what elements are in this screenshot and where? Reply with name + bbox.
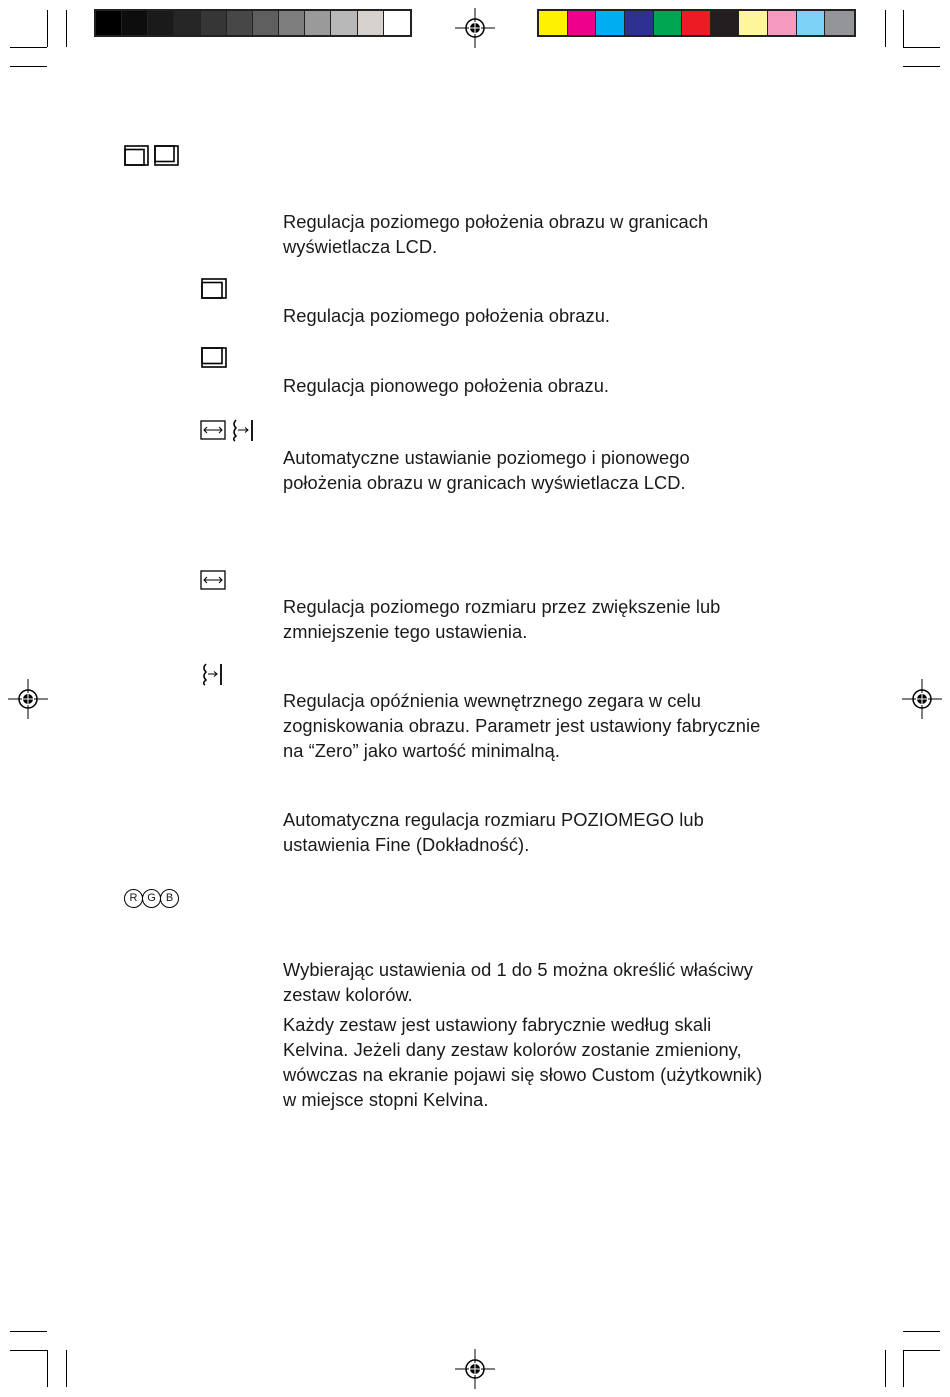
color-swatch	[797, 11, 826, 35]
registration-target-icon	[902, 679, 942, 719]
color-registration-bar	[537, 9, 856, 37]
registration-target-icon	[455, 1349, 495, 1389]
v-position-icon	[201, 347, 229, 369]
color-swatch	[122, 11, 148, 35]
description-paragraph: Regulacja poziomego położenia obrazu w granicach wyświetlacza LCD.	[283, 211, 709, 257]
color-swatch	[148, 11, 174, 35]
color-swatch	[331, 11, 357, 35]
rgb-letter: B	[160, 889, 179, 908]
color-swatch	[227, 11, 253, 35]
fine-icon	[200, 662, 226, 686]
color-swatch	[96, 11, 122, 35]
description-paragraph: Regulacja poziomego rozmiaru przez zwiększenie lub zmniejszenie tego ustawienia.	[283, 596, 721, 642]
color-swatch	[279, 11, 305, 35]
description-paragraph: Regulacja opóźnienia wewnętrznego zegara w celu zogniskowania obrazu. Parametr jest ustawiony fabrycznie na “Zero” jako wartość minimalną.	[283, 690, 761, 761]
registration-target-icon	[455, 8, 495, 48]
color-swatch	[201, 11, 227, 35]
color-swatch	[711, 11, 740, 35]
registration-target-icon	[8, 679, 48, 719]
auto-adjust-icon	[200, 418, 256, 442]
color-swatch	[568, 11, 597, 35]
color-swatch	[768, 11, 797, 35]
color-swatch	[596, 11, 625, 35]
h-position-icon	[201, 278, 229, 300]
color-swatch	[539, 11, 568, 35]
color-swatch	[253, 11, 279, 35]
color-swatch	[682, 11, 711, 35]
color-swatch	[625, 11, 654, 35]
color-swatch	[305, 11, 331, 35]
color-swatch	[358, 11, 384, 35]
rgb-letter: G	[142, 889, 161, 908]
rgb-letter: R	[124, 889, 143, 908]
color-swatch	[825, 11, 854, 35]
color-swatch	[384, 11, 410, 35]
color-swatch	[654, 11, 683, 35]
grayscale-registration-bar	[94, 9, 412, 37]
description-paragraph: Regulacja pionowego położenia obrazu.	[283, 375, 610, 396]
position-icon	[124, 145, 180, 167]
description-paragraph: Każdy zestaw jest ustawiony fabrycznie według skali Kelvina. Jeżeli dany zestaw kolorów zostanie zmieniony, wówczas na ekranie pojawi się słowo Custom (użytkownik) w miejsce stopni Kelvina.	[283, 1014, 763, 1110]
description-paragraph: Wybierając ustawienia od 1 do 5 można określić właściwy zestaw kolorów.	[283, 959, 753, 1005]
description-paragraph: Automatyczne ustawianie poziomego i pionowego położenia obrazu w granicach wyświetlacza LCD.	[283, 447, 690, 493]
color-swatch	[739, 11, 768, 35]
color-swatch	[174, 11, 200, 35]
description-paragraph: Automatyczna regulacja rozmiaru POZIOMEGO lub ustawienia Fine (Dokładność).	[283, 809, 704, 855]
description-paragraph: Regulacja poziomego położenia obrazu.	[283, 305, 611, 326]
h-size-icon	[200, 568, 228, 592]
rgb-icon	[124, 889, 179, 908]
